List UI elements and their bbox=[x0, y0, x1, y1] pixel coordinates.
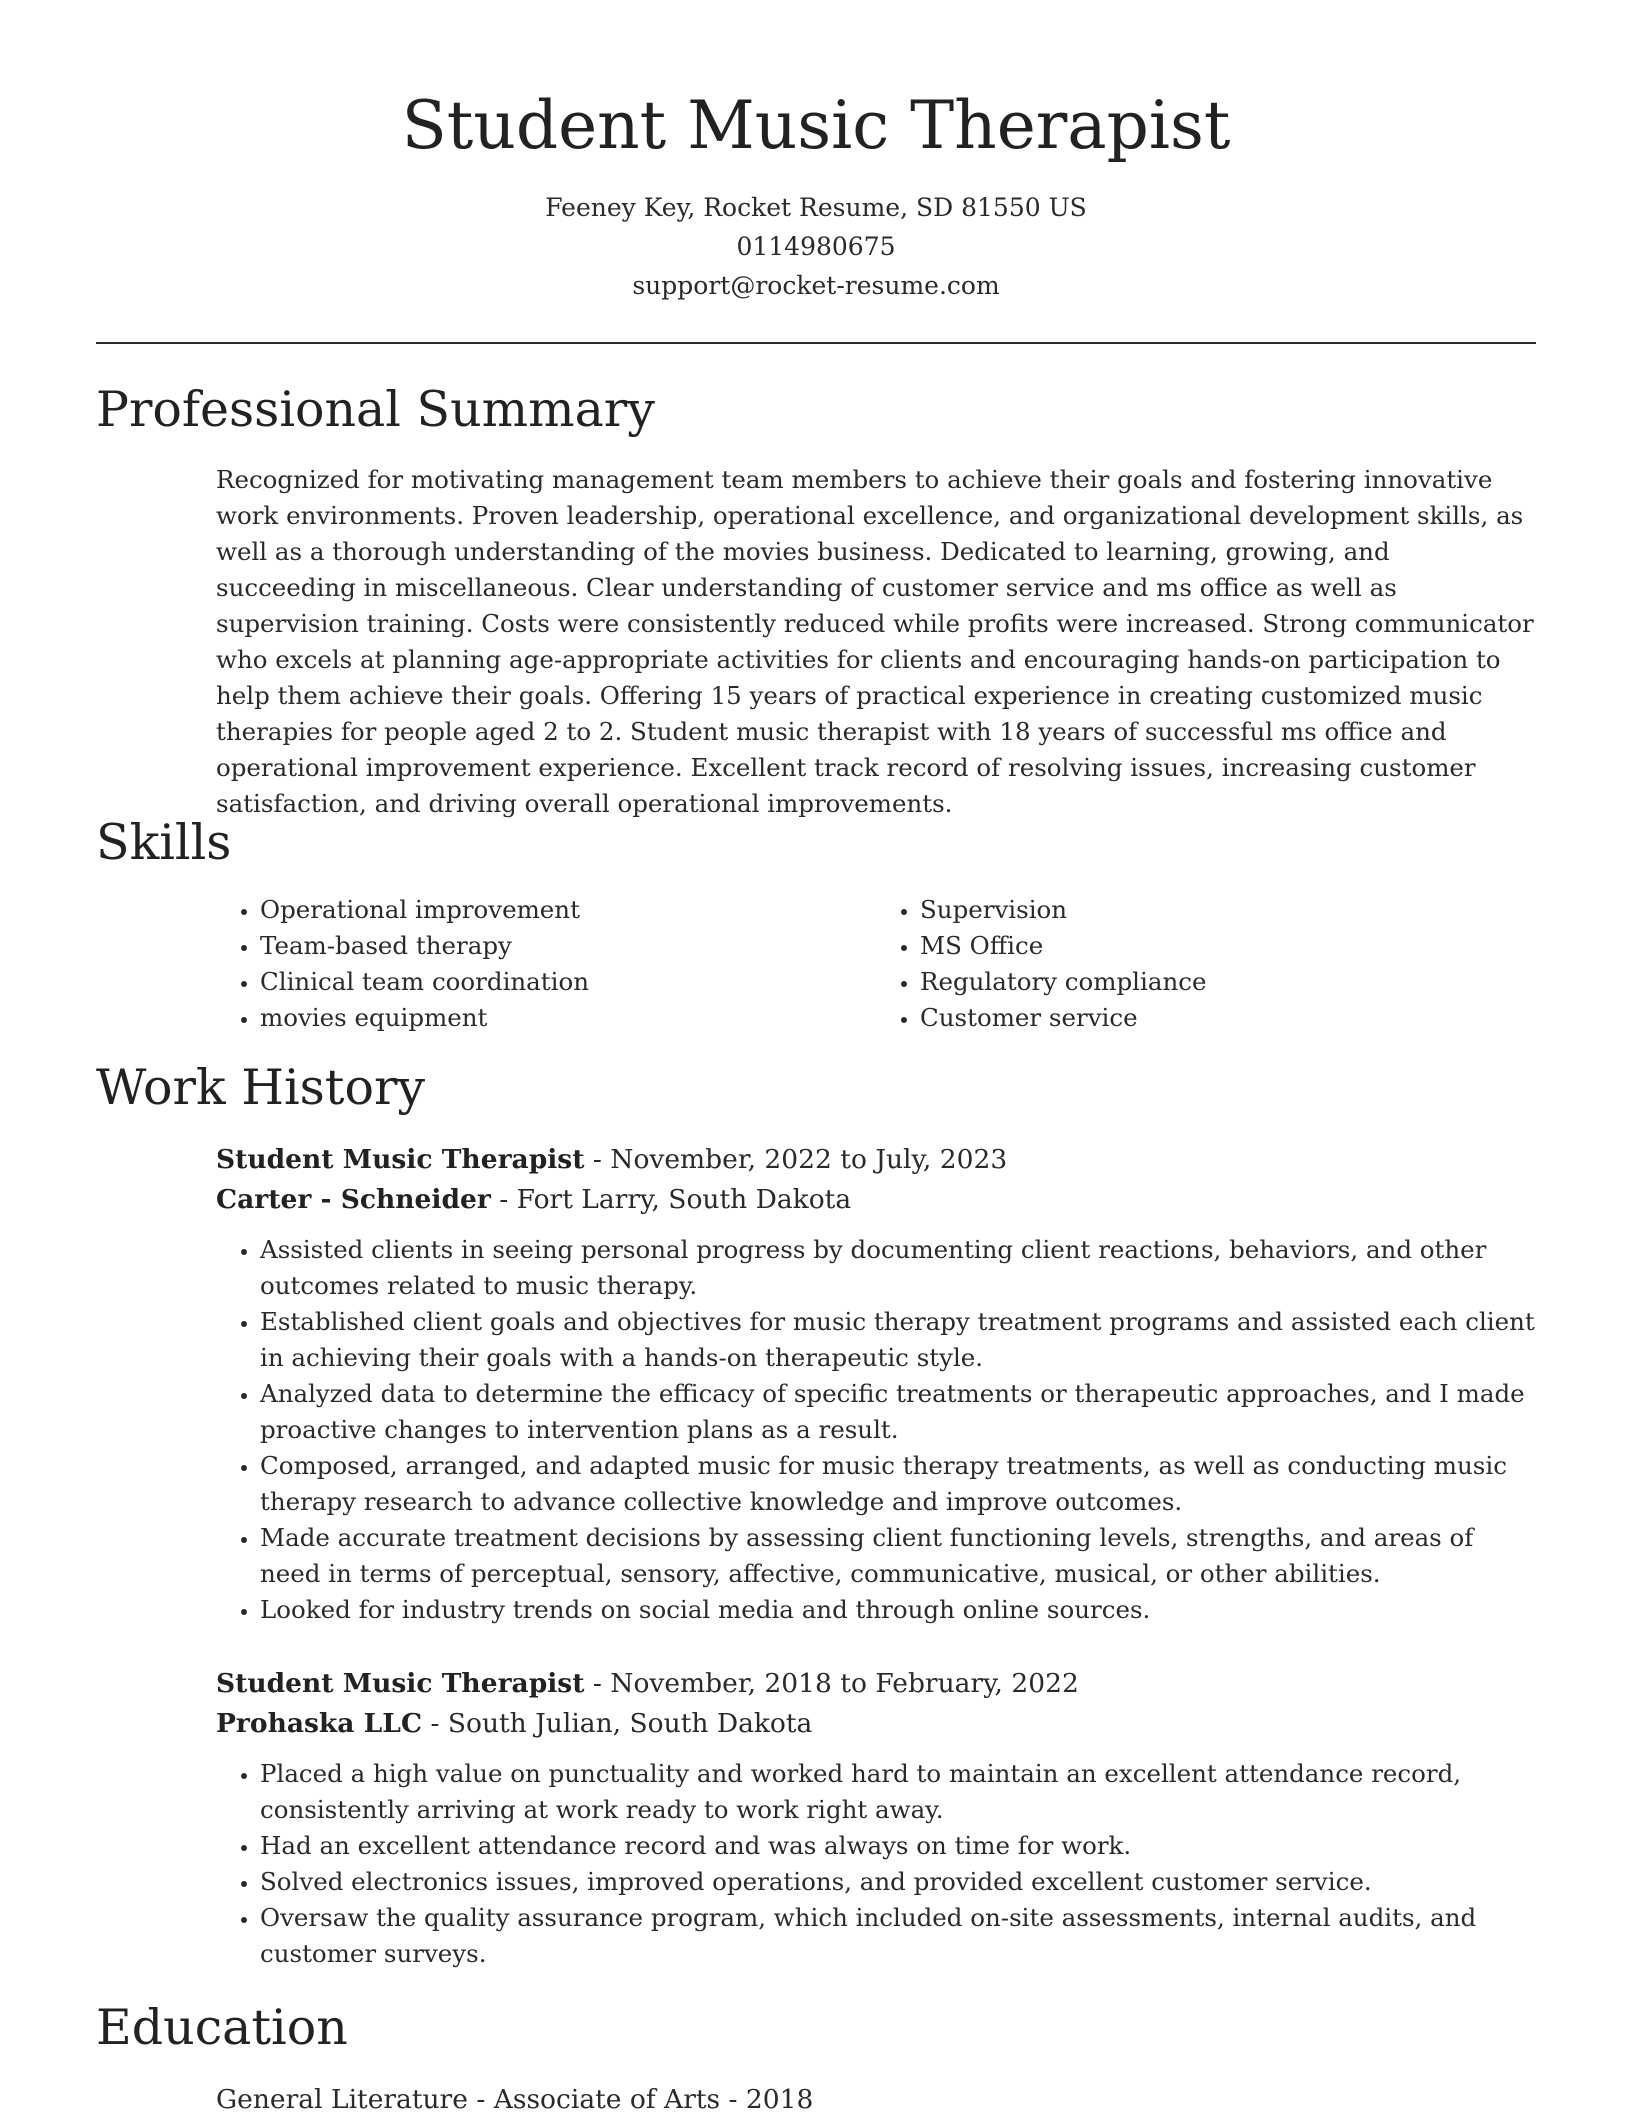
job-bullet: • Composed, arranged, and adapted music for music therapy treatments, as well as conducting music therapy research to advance collective knowledge and improve outcomes. bbox=[260, 1448, 1536, 1520]
header-divider bbox=[96, 342, 1536, 344]
job-company-line bbox=[216, 1180, 1536, 1220]
job-bullets bbox=[216, 1232, 1536, 1628]
job-title-line bbox=[216, 1664, 1536, 1704]
job-bullet: • Made accurate treatment decisions by assessing client functioning levels, strengths, and areas of need in terms of perceptual, sensory, affective, communicative, musical, or other abilities. bbox=[260, 1520, 1536, 1592]
job-entry bbox=[216, 1664, 1536, 1972]
job-bullet: • Oversaw the quality assurance program, which included on-site assessments, internal audits, and customer surveys. bbox=[260, 1900, 1536, 1972]
job-company: Prohaska LLC bbox=[216, 1708, 423, 1739]
job-location: - South Julian, South Dakota bbox=[422, 1708, 813, 1739]
skill-item: • movies equipment bbox=[260, 1000, 876, 1036]
skill-item: • Regulatory compliance bbox=[920, 964, 1536, 1000]
skills-list bbox=[216, 892, 1536, 1036]
job-entry bbox=[216, 1140, 1536, 1628]
job-bullet: • Assisted clients in seeing personal progress by documenting client reactions, behaviors, and other outcomes related to music therapy. bbox=[260, 1232, 1536, 1304]
job-bullet: • Analyzed data to determine the efficacy of specific treatments or therapeutic approaches, and I made proactive changes to intervention plans as a result. bbox=[260, 1376, 1536, 1448]
skills-heading: Skills bbox=[96, 814, 232, 871]
job-role: Student Music Therapist bbox=[216, 1144, 585, 1175]
summary-text: Recognized for motivating management team members to achieve their goals and fostering innovative work environments. Proven leadership, operational excellence, and organizational development skills, as well as a thorough understanding of the movies business. Dedicated to learning, growing, and succeeding in miscellaneous. Clear understanding of customer service and ms office as well as supervision training. Costs were consistently reduced while profits were increased. Strong communicator who excels at planning age-appropriate activities for clients and encouraging hands-on participation to help them achieve their goals. Offering 15 years of practical experience in creating customized music therapies for people aged 2 to 2. Student music therapist with 18 years of successful ms office and operational improvement experience. Excellent track record of resolving issues, increasing customer satisfaction, and driving overall operational improvements. bbox=[216, 465, 1534, 818]
job-bullet: • Established client goals and objectives for music therapy treatment programs and assisted each client in achieving their goals with a hands-on therapeutic style. bbox=[260, 1304, 1536, 1376]
skill-item: • Team-based therapy bbox=[260, 928, 876, 964]
job-dates: - November, 2022 to July, 2023 bbox=[584, 1144, 1008, 1175]
job-bullet: • Looked for industry trends on social media and through online sources. bbox=[260, 1592, 1536, 1628]
email: support@rocket-resume.com bbox=[632, 271, 1000, 300]
skills-column-right bbox=[876, 892, 1536, 1036]
job-role: Student Music Therapist bbox=[216, 1668, 585, 1699]
skill-item: • Customer service bbox=[920, 1000, 1536, 1036]
job-location: - Fort Larry, South Dakota bbox=[490, 1184, 852, 1215]
job-bullet: • Had an excellent attendance record and was always on time for work. bbox=[260, 1828, 1536, 1864]
job-company-line bbox=[216, 1704, 1536, 1744]
skill-item: • MS Office bbox=[920, 928, 1536, 964]
summary-heading: Professional Summary bbox=[96, 381, 655, 438]
skill-item: • Supervision bbox=[920, 892, 1536, 928]
job-company: Carter - Schneider bbox=[216, 1184, 491, 1215]
job-bullets bbox=[216, 1756, 1536, 1972]
skill-item: • Operational improvement bbox=[260, 892, 876, 928]
skill-item: • Clinical team coordination bbox=[260, 964, 876, 1000]
education-heading: Education bbox=[96, 1999, 348, 2056]
address: Feeney Key, Rocket Resume, SD 81550 US bbox=[545, 193, 1087, 222]
resume-header bbox=[96, 82, 1536, 305]
contact-block bbox=[96, 188, 1536, 305]
job-bullet: • Solved electronics issues, improved operations, and provided excellent customer service. bbox=[260, 1864, 1536, 1900]
work-history-heading: Work History bbox=[96, 1059, 426, 1116]
job-bullet: • Placed a high value on punctuality and worked hard to maintain an excellent attendance record, consistently arriving at work ready to work right away. bbox=[260, 1756, 1536, 1828]
job-dates: - November, 2018 to February, 2022 bbox=[584, 1668, 1079, 1699]
phone: 0114980675 bbox=[736, 232, 896, 261]
candidate-name: Student Music Therapist bbox=[401, 87, 1231, 164]
education-entry: General Literature - Associate of Arts - 2018 bbox=[216, 2084, 814, 2115]
job-title-line bbox=[216, 1140, 1536, 1180]
skills-column-left bbox=[216, 892, 876, 1036]
